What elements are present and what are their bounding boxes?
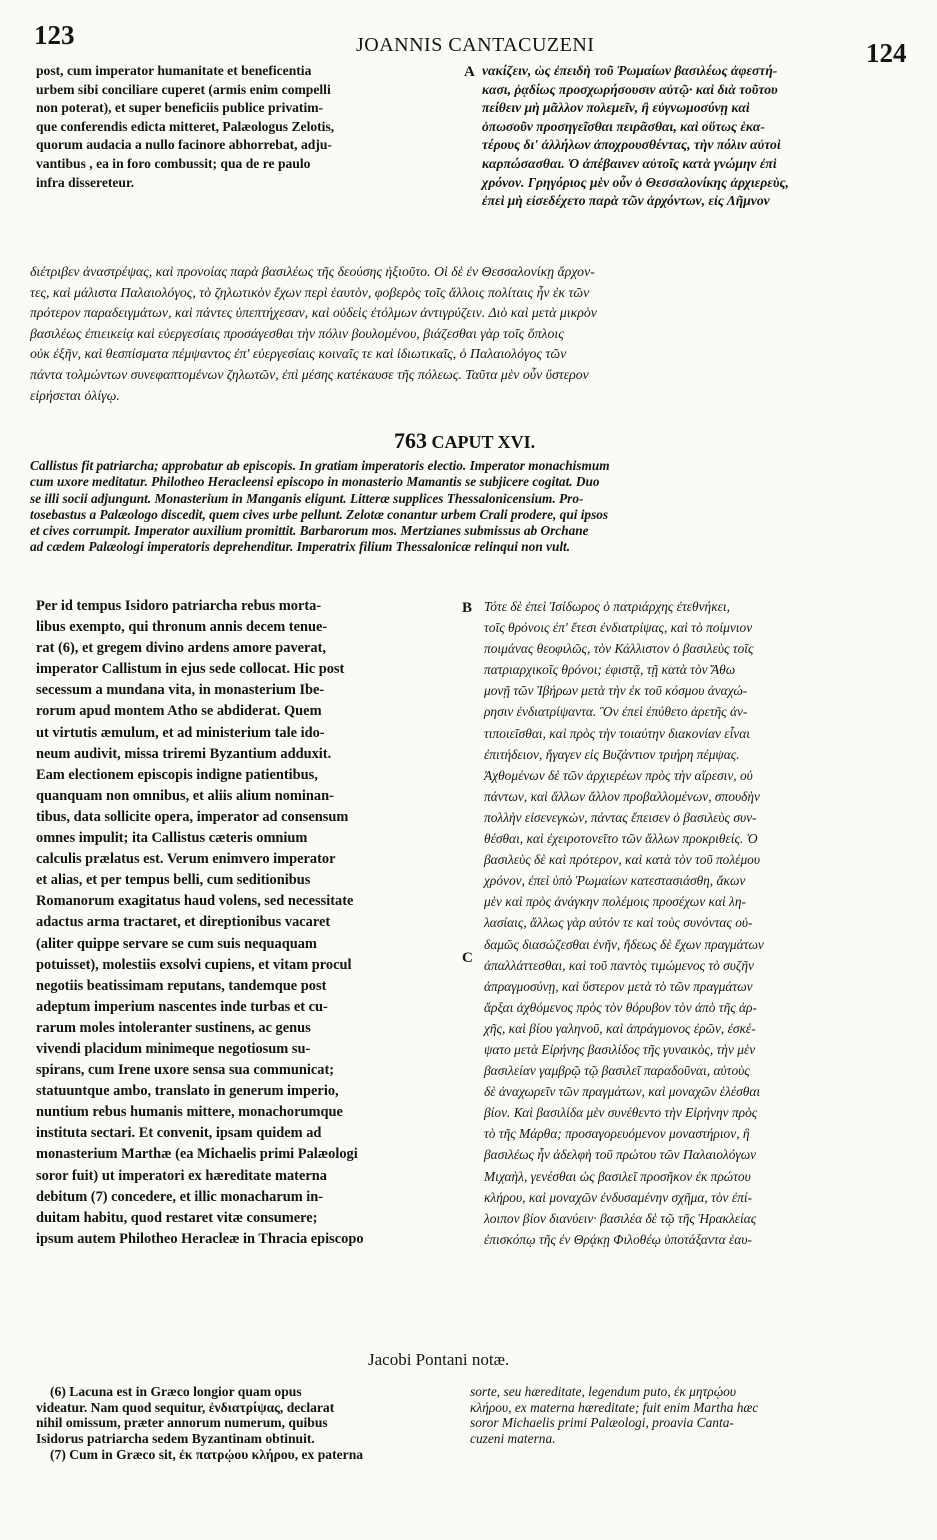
main-greek-column: Τότε δὲ ἐπεὶ Ἰσίδωρος ὁ πατριάρχης ἐτεθνήκει, τοῖς θρόνοις ἐπ' ἔτεσι ἐνδιατρίψας, καὶ τὸ ποίμνιον ποιμάνας θεοφιλῶς, τὸν Κάλλιστον ὁ βασιλεὺς τοῖς πατριαρχικοῖς θρόνοι; ἐφιστᾷ, τῇ κατὰ τὸν Ἄθω μονῇ τῶν Ἰβήρων μετὰ τὴν ἐκ τοῦ κόσμου ἀναχώ- ρησιν ἐνδιατρίψαντα. Ὃν ἐπεὶ ἐπύθετο ἀρετῆς ἀν- τιποιεῖσθαι, καὶ πρὸς τὴν τοιαύτην διακονίαν εἶναι ἐπιτήδειον, ἤγαγεν εἰς Βυζάντιον τριήρη πέμψας. Ἀχθομένων δὲ τῶν ἀρχιερέων πρὸς τὴν αἵρεσιν, οὐ πάντων, καὶ ἄλλων ἄλλον προβαλλομένων, σπουδὴν πολλὴν εἰσενεγκὼν, πάντας ἔπεισεν ὁ βασιλεὺς συν- θέσθαι, καὶ ἐχειροτονεῖτο τῶν ἄλλων προκριθείς. Ὁ βασιλεὺς δὲ καὶ πρότερον, καὶ κατὰ τὸν τοῦ πολέμου χρόνον, ἐπεὶ ὑπὸ Ῥωμαίων κατεστασιάσθη, ἄκων μὲν καὶ πρὸς ἀνάγκην πολέμοις προσέχων καὶ λη- λασίαις, ἄλλως γὰρ αὐτόν τε καὶ τοὺς συνόντας οὐ- δαμῶς διασώζεσθαι ἐνῆν, ἤδεως δὲ ἔχων πραγμάτων ἀπαλλάττεσθαι, καὶ τοῦ παντὸς τιμώμενος τὸ συζῆν ἀπραγμοσύνῃ, καὶ ὕστερον μετὰ τὸ τῶν πραγμάτων ἄρξαι ἀχθόμενος πρὸς τὸν θόρυβον τὸν ἀπὸ τῆς ἀρ- χῆς, καὶ βίου γαληνοῦ, καὶ ἀπράγμονος ἐρῶν, ἐσκέ- ψατο μετὰ Εἰρήνης βασιλίδος τῆς γυναικὸς, τὴν μὲν βασιλείαν γαμβρῷ τῷ βασιλεῖ παραδοῦναι, αὐτοὺς δὲ ἀναχωρεῖν τῶν πραγμάτων, καὶ μοναχῶν ἑλέσθαι βίον. Καὶ βασιλίδα μὲν συνέθεντο τὴν Εἰρήνην πρὸς τὸ τῆς Μάρθα; προσαγορευόμενον μοναστήριον, ἣ βασιλέως ἦν ἀδελφὴ τοῦ πρώτου τῶν Παλαιολόγων Μιχαὴλ, γενέσθαι ὡς βασιλεῖ προσῆκον ἐκ πρώτου κλήρου, καὶ μοναχῶν ἐνδυσαμένην σχῆμα, τὸν ἐπί- λοιπον βίον διανύειν· βασιλέα δὲ τῷ τῆς Ἡρακλείας ἐπισκόπῳ τῆς ἐν Θρᾴκῃ Φιλοθέῳ ὑποτάξαντα ἑαυ- xyxy=(484,599,764,1247)
chapter-number: 763 xyxy=(394,428,427,453)
chapter-heading xyxy=(394,428,535,454)
note-7-continuation: sorte, seu hæreditate, legendum puto, ἐκ μητρῴου κλήρου, ex materna hæreditate; fuit enim Martha hæc soror Michaelis primi Palæologi, proavia Canta- cuzeni materna. xyxy=(470,1384,759,1447)
margin-marker-b: B xyxy=(462,600,473,616)
note-7: (7) Cum in Græco sit, ἐκ πατρῴου κλήρου, ex paterna xyxy=(50,1447,364,1462)
page-number-right: 124 xyxy=(866,38,907,68)
chapter-summary: Callistus fit patriarcha; approbatur ab episcopis. In gratiam imperatoris electio. Imperator monachismum cum uxore meditatur. Philotheo Heracleensi episcopo in monasterio Mamantis se subjicere cogitat. Duo se illi socii adjungunt. Monasterium in Manganis eligunt. Litteræ supplices Thessalonicensium. Pro- tosebastus a Palæologo discedit, quem cives urbe pellunt. Zelotæ conantur urbem Crali prodere, qui ipsos et cives corrumpit. Imperator auxilium promittit. Barbarorum mos. Mertzianes submissus ab Orchane ad cædem Palæologi imperatoris deprehenditur. Imperatrix filium Thessalonicæ relinqui non vult. xyxy=(30,458,610,555)
main-latin-column: Per id tempus Isidoro patriarcha rebus morta- libus exempto, qui thronum annis decem tenue- rat (6), et gregem divino ardens amore paverat, imperator Callistum in ejus sede collocat. Hic post secessum a mundana vita, in monasterium Ibe- rorum apud montem Atho se abdiderat. Quem ut virtutis æmulum, et ad ministerium tale ido- neum audivit, missa triremi Byzantium adduxit. Eam electionem episcopis indigne patientibus, quanquam non omnibus, et aliis alium nominan- tibus, data sollicite opera, imperator ad consensum omnes impulit; ita Callistus cæteris omnium calculis prælatus est. Verum enimvero imperator et alias, et per tempus belli, cum seditionibus Romanorum exagitatus haud volens, sed necessitate adactus arma tractaret, et direptionibus vacaret (aliter quippe servare se cum suis nequaquam potuisset), molestiis exsolvi cupiens, et vitam procul negotiis beatissimam reputans, tandemque post adeptum imperium nascentes inde turbas et cu- rarum moles intoleranter sustinens, ac genus vivendi placidum minimeque negotiosum su- spirans, cum Irene uxore sensa sua communicat; statuuntque ambo, translato in generum imperio, nuntium rebus humanis mittere, monachorumque instituta sectari. Et convenit, ipsam quidem ad monasterium Marthæ (ea Michaelis primi Palæologi soror fuit) ut imperatori ex hæreditate materna debitum (7) concedere, et illic monacharum in- duitam habitu, quod restaret vitæ consumere; ipsum autem Philotheo Heracleæ in Thracia episcopo xyxy=(36,598,364,1247)
full-width-greek-paragraph: διέτριβεν ἀναστρέψας, καὶ προνοίας παρὰ βασιλέως τῆς δεούσης ἠξιοῦτο. Οἱ δὲ ἐν Θεσσαλονίκῃ ἄρχον- τες, καὶ μάλιστα Παλαιολόγος, τὸ ζηλωτικὸν ἔχων περὶ ἑαυτὸν, φοβερὸς τοῖς ἄλλοις πολίταις ἦν ἐκ τῶν πρότερον παραδειγμάτων, καὶ πάντες ὑπεπτήχεσαν, καὶ οὐδεὶς ἐτόλμων ἀντιγρύζειν. Διὸ καὶ μετὰ μικρὸν βασιλέως ἐπιεικείᾳ καὶ εὐεργεσίαις προσάγεσθαι τὴν πόλιν βουλομένου, βιάζεσθαι γὰρ τοῖς ὅπλοις οὐκ ἐξῆν, καὶ θεσπίσματα πέμψαντος ἐπ' εὐεργεσίαις κοιναῖς τε καὶ ἰδιωτικαῖς, ὁ Παλαιολόγος τῶν πάντα τολμώντων συνεφαπτομένων ζηλωτῶν, ἐπὶ μέσης κατέκαυσε τῆς πόλεως. Ταῦτα μὲν οὖν ὕστερον εἰρήσεται ὀλίγῳ. xyxy=(30,264,597,403)
chapter-title: CAPUT XVI. xyxy=(431,432,536,452)
running-title: JOANNIS CANTACUZENI xyxy=(356,34,595,56)
margin-marker-a: A xyxy=(464,64,475,80)
notes-heading: Jacobi Pontani notæ. xyxy=(368,1350,510,1369)
top-greek-column: νακίζειν, ὡς ἐπειδὴ τοῦ Ῥωμαίων βασιλέως ἀφεστή- κασι, ῥᾳδίως προσχωρήσουσιν αὐτῷ· καὶ διὰ τοῦτου πείθειν μὴ μᾶλλον πολεμεῖν, ἢ εὐγνωμοσύνῃ καὶ ὁπωσοῦν προσηγεῖσθαι πειρᾶσθαι, καὶ οὕτως ἑκα- τέρους δι' ἀλλήλων ἀποχρουσθέντας, τὴν πόλιν αὐτοὶ καρπώσασθαι. Ὁ ἀπέβαινεν αὐτοῖς κατὰ γνώμην ἐπὶ χρόνον. Γρηγόριος μὲν οὖν ὁ Θεσσαλονίκης ἀρχιερεὺς, ἐπεὶ μὴ εἰσεδέχετο παρὰ τῶν ἀρχόντων, εἰς Λῆμνον xyxy=(482,63,789,209)
top-latin-column: post, cum imperator humanitate et beneficentia urbem sibi conciliare cuperet (armis enim compelli non poterat), et super beneficiis publice privatim- que conferendis edicta mitteret, Palæologus Zelotis, quorum audacia a nullo facinore abhorrebat, adju- vantibus , ea in foro combussit; qua de re paulo infra dissereteur. xyxy=(36,63,335,190)
margin-marker-c: C xyxy=(462,950,473,966)
page-number-left: 123 xyxy=(34,20,75,50)
note-6: (6) Lacuna est in Græco longior quam opus videatur. Nam quod sequitur, ἐνδιατρίψας, declarat nihil omissum, præter annorum numerum, quibus Isidorus patriarcha sedem Byzantinam obtinuit. xyxy=(36,1384,335,1447)
